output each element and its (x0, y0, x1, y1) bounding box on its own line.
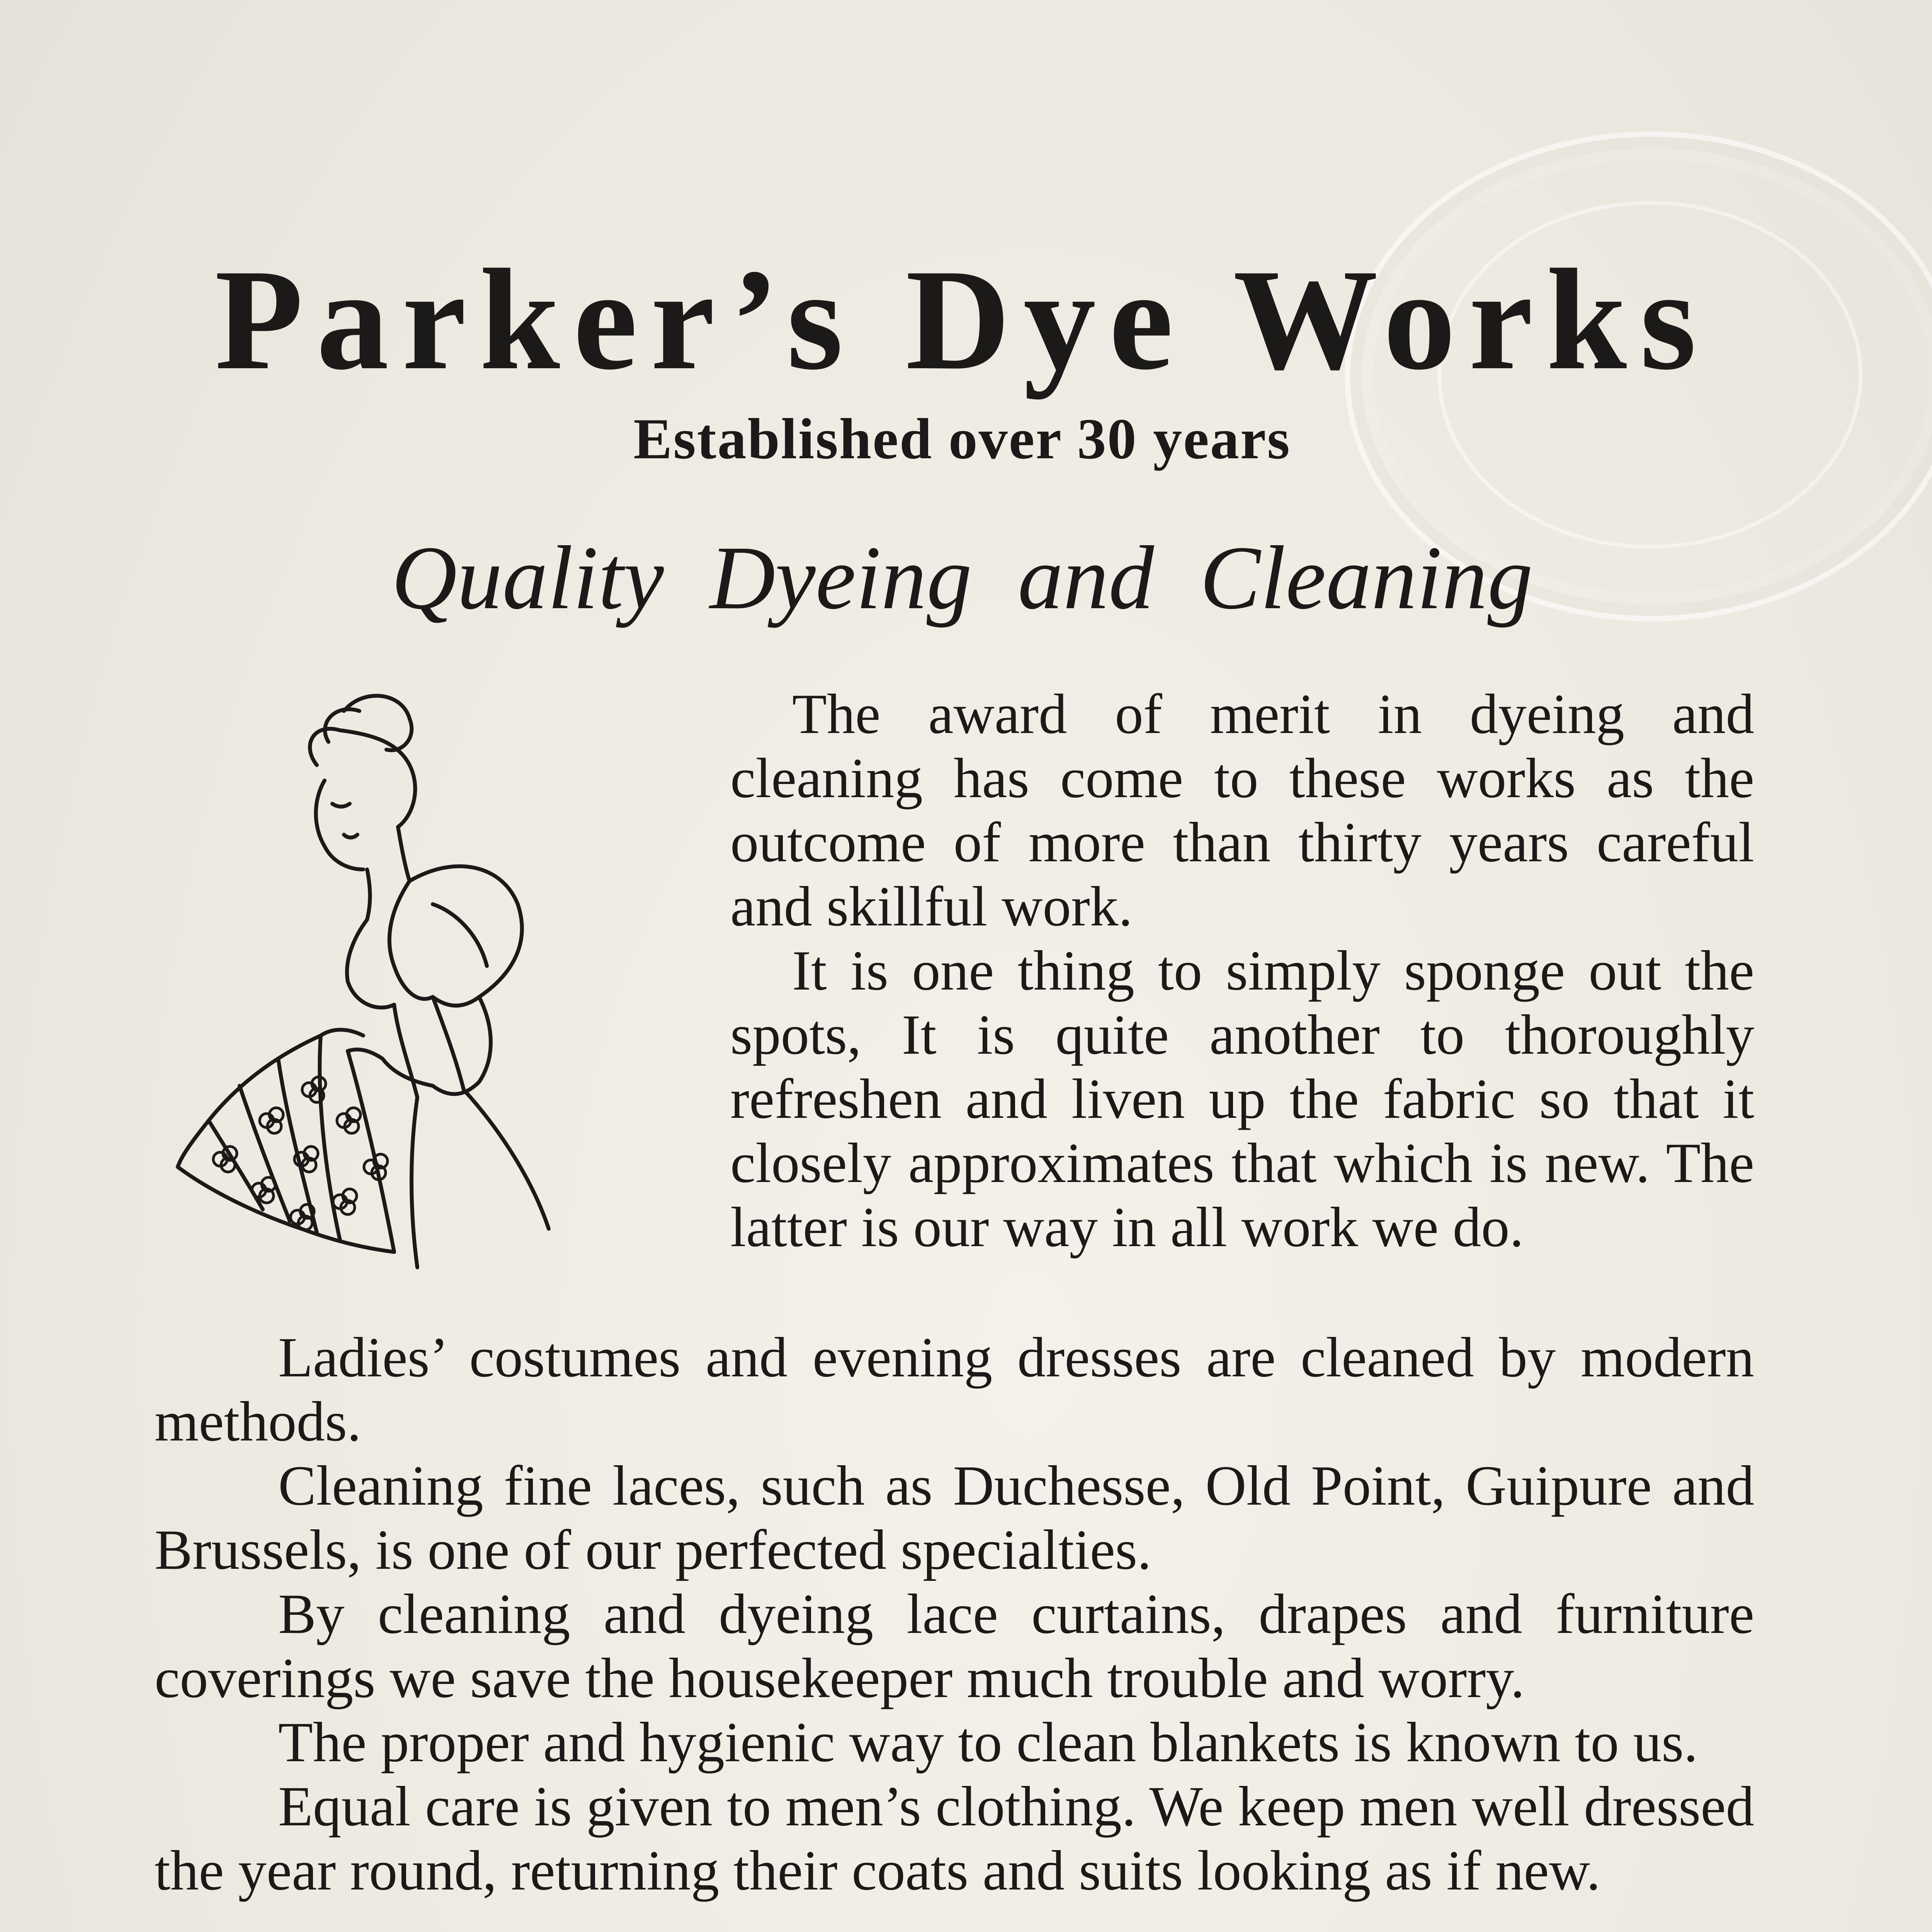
page-title: Parker’s Dye Works (214, 240, 1710, 400)
paragraph-mens-clothing: Equal care is given to men’s clothing. We keep men well dressed the year round, returning their coats and suits looking as if new. (155, 1775, 1754, 1902)
paragraph-blankets: The proper and hygienic way to clean blankets is known to us. (278, 1711, 1698, 1774)
established-subtitle: Established over 30 years (633, 407, 1291, 471)
intro-paragraph-2: It is one thing to simply sponge out the spots, It is quite another to thoroughly refreshen and liven up the fabric so that it closely approximates that which is new. The latter is our way in all work we do. (730, 939, 1754, 1259)
woman-with-dress-illustration (162, 688, 711, 1291)
paragraph-ladies-costumes: Ladies’ costumes and evening dresses are cleaned by modern methods. (155, 1326, 1754, 1453)
paragraph-fine-laces: Cleaning fine laces, such as Duchesse, Old Point, Guipure and Brussels, is one of our perfected specialties. (155, 1454, 1754, 1581)
paragraph-lace-curtains: By cleaning and dyeing lace curtains, drapes and furniture coverings we save the housekeeper much trouble and worry. (155, 1582, 1754, 1709)
services-text (155, 1325, 1754, 1903)
intro-paragraph-1: The award of merit in dyeing and cleaning has come to these works as the outcome of more than thirty years careful and skillful work. (730, 682, 1754, 938)
intro-text-column (730, 682, 1754, 1259)
tagline: Quality Dyeing and Cleaning (391, 527, 1533, 628)
